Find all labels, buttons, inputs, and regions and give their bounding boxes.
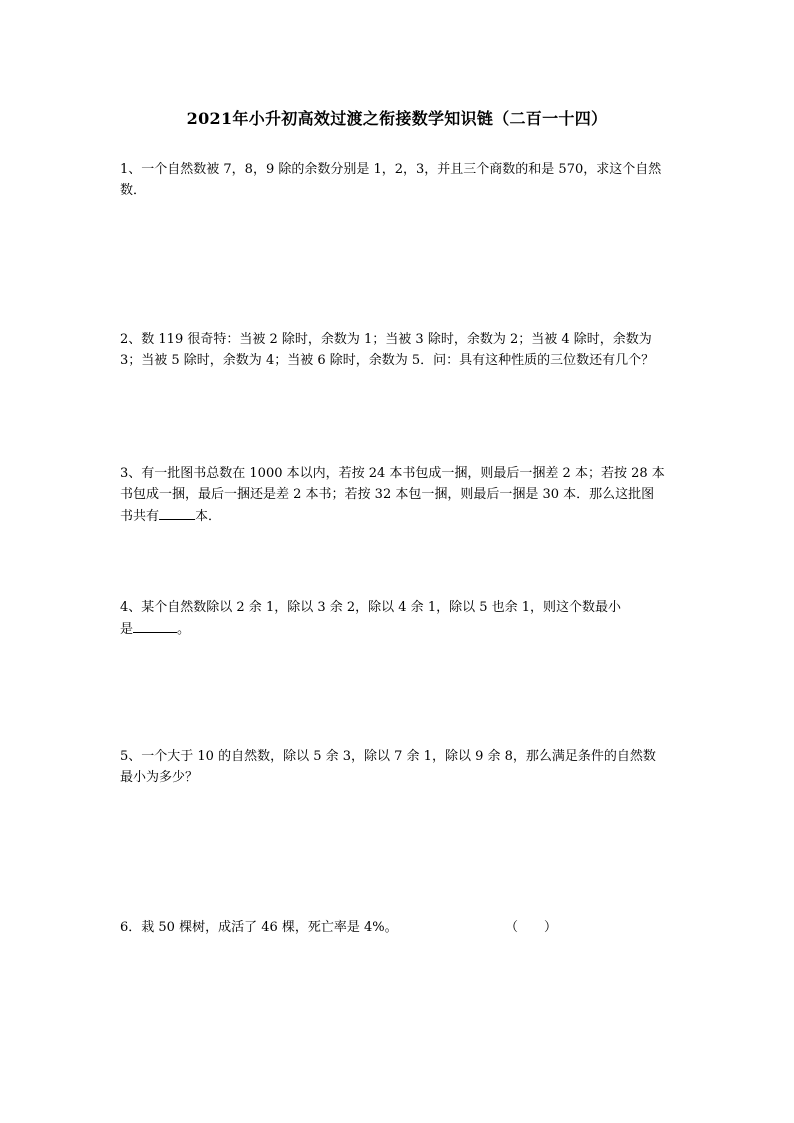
question-3-text-before-blank: 书共有	[120, 509, 160, 524]
question-3-line-2: 书包成一捆，最后一捆还是差 2 本书；若按 32 本包一捆，则最后一捆是 30 本．那么这批图	[120, 487, 655, 502]
page-title: 2021年小升初高效过渡之衔接数学知识链（二百一十四）	[186, 109, 608, 128]
question-4-line-1: 4、某个自然数除以 2 余 1，除以 3 余 2，除以 4 余 1，除以 5 也余 1，则这个数最小	[120, 600, 622, 615]
question-6	[120, 917, 680, 938]
question-2-line-2: 3；当被 5 除时，余数为 4；当被 6 除时，余数为 5．问：具有这种性质的三位数还有几个？	[120, 353, 655, 368]
question-4	[120, 597, 680, 640]
question-5-line-1: 5、一个大于 10 的自然数，除以 5 余 3，除以 7 余 1，除以 9 余 8，那么满足条件的自然数	[120, 749, 656, 764]
question-2	[120, 329, 680, 371]
question-3-line-1: 3、有一批图书总数在 1000 本以内，若按 24 本书包成一捆，则最后一捆差 2 本；若按 28 本	[120, 466, 665, 481]
answer-parentheses[interactable]: （ ）	[505, 920, 558, 935]
question-3	[120, 463, 680, 527]
question-1-line-1: 1、一个自然数被 7，8，9 除的余数分别是 1，2，3，并且三个商数的和是 570，求这个自然	[120, 162, 662, 177]
question-4-line-2	[120, 618, 680, 640]
question-5-line-2: 最小为多少？	[120, 770, 199, 785]
answer-blank[interactable]	[159, 505, 195, 520]
question-5	[120, 746, 680, 788]
question-4-text-after-blank: 。	[177, 622, 191, 637]
answer-blank[interactable]	[133, 618, 177, 633]
question-3-text-after-blank: 本．	[195, 509, 222, 524]
question-1-line-2: 数．	[120, 183, 147, 198]
question-1	[120, 159, 680, 201]
question-6-line	[120, 917, 680, 938]
question-6-text: 6．栽 50 棵树，成活了 46 棵，死亡率是 4%。	[120, 920, 398, 935]
question-3-line-3	[120, 505, 680, 527]
question-4-text-before-blank: 是	[120, 622, 134, 637]
question-2-line-1: 2、数 119 很奇特：当被 2 除时，余数为 1；当被 3 除时，余数为 2；当被 4 除时，余数为	[120, 332, 652, 347]
